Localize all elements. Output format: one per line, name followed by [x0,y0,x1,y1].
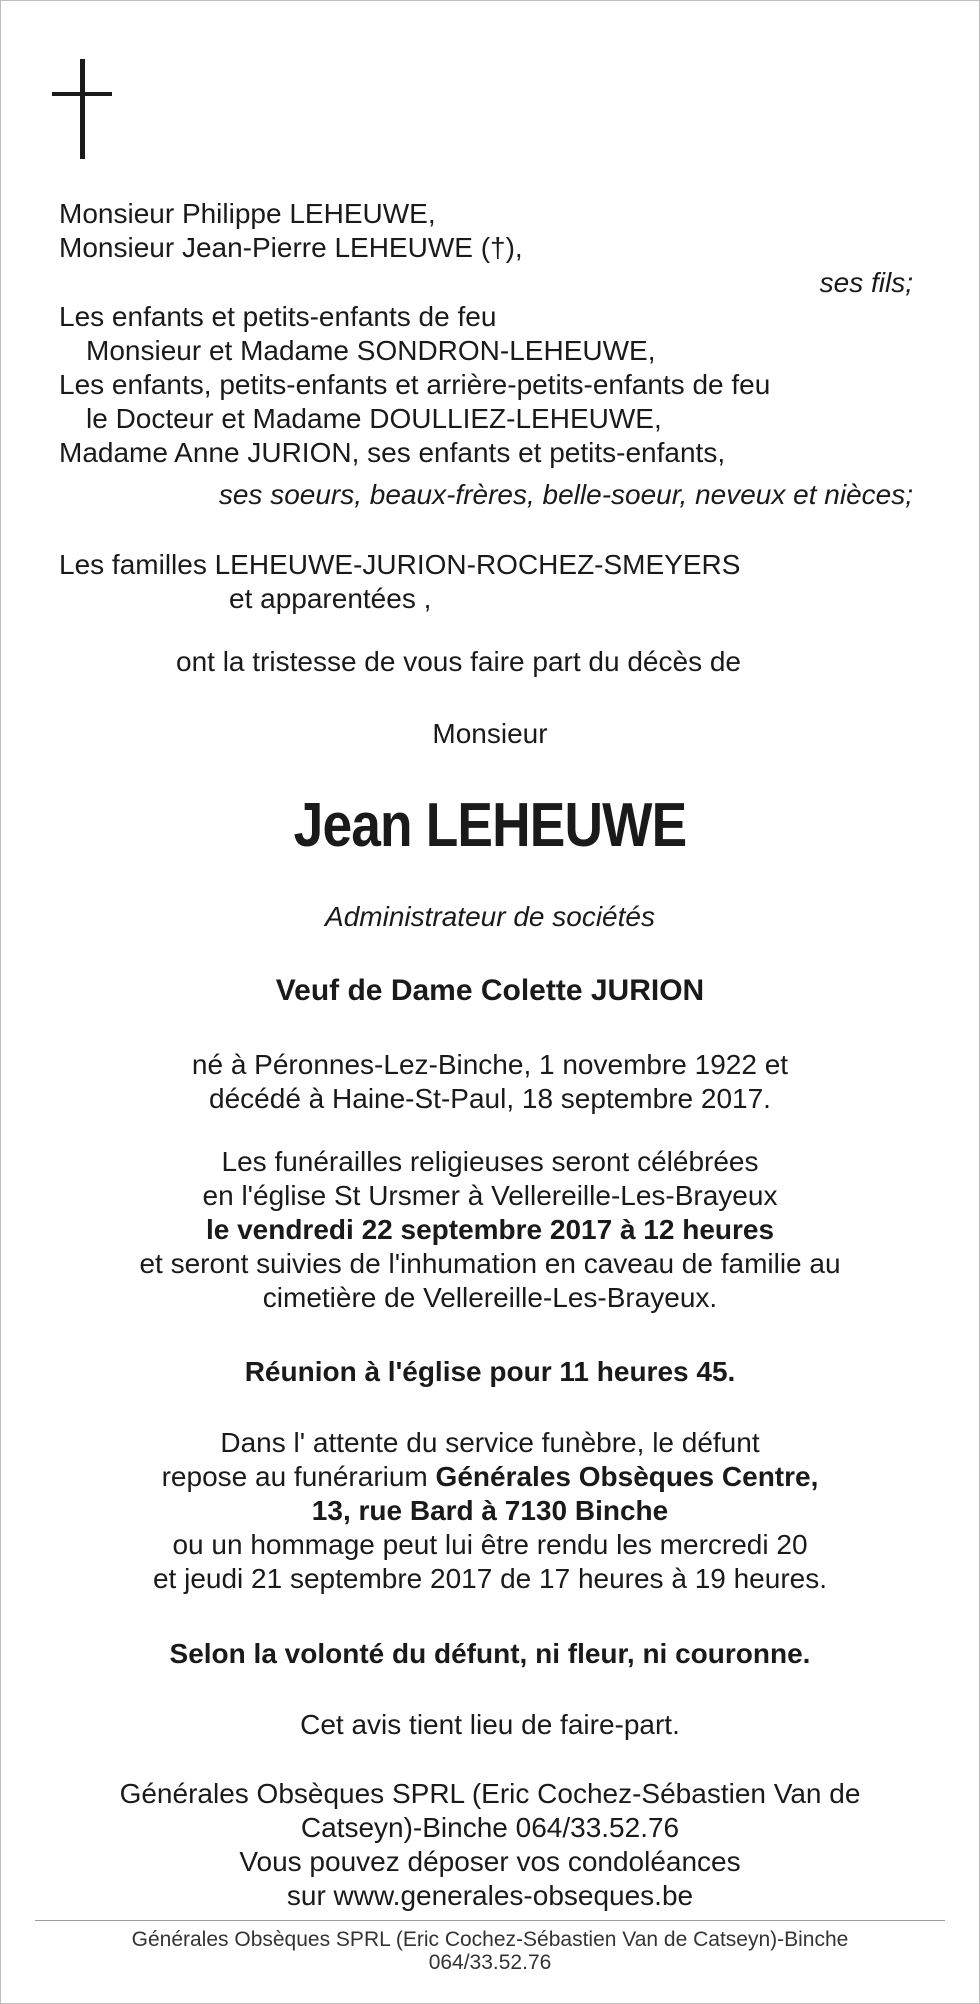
company-line-2: Catseyn)-Binche 064/33.52.76 [300,1812,680,1843]
family-wish: Selon la volonté du défunt, ni fleur, ni couronne. [169,1638,811,1669]
relatives-line: et apparentées , [229,583,432,614]
viewing-line-4: et jeudi 21 septembre 2017 de 17 heures à 19 heures. [152,1563,828,1594]
funeral-line-4: cimetière de Vellereille-Les-Brayeux. [262,1282,718,1313]
funeral-home-address: 13, rue Bard à 7130 Binche [311,1495,669,1526]
funeral-line-2: en l'église St Ursmer à Vellereille-Les-Brayeux [202,1180,778,1211]
footer [1,1928,979,1974]
deceased-profession: Administrateur de sociétés [325,901,655,932]
footer-divider [35,1920,945,1921]
cross-icon [52,59,112,159]
heir-line-5: Les enfants, petits-enfants et arrière-petits-enfants de feu [59,369,771,400]
death-line: décédé à Haine-St-Paul, 18 septembre 2017. [209,1083,771,1114]
condolences-line-1: Vous pouvez déposer vos condoléances [239,1846,741,1877]
funeral-line-3: et seront suivies de l'inhumation en caveau de familie au [139,1248,841,1279]
footer-line-2: 064/33.52.76 [428,1951,552,1974]
funeral-date: le vendredi 22 septembre 2017 à 12 heures [205,1214,775,1245]
widower-line: Veuf de Dame Colette JURION [275,974,705,1007]
viewing-line-2 [1,1460,979,1494]
heir-line-7: Madame Anne JURION, ses enfants et petits-enfants, [59,437,726,468]
company-line-1: Générales Obsèques SPRL (Eric Cochez-Sébastien Van de [119,1778,861,1809]
heir-line-4: Monsieur et Madame SONDRON-LEHEUWE, [86,335,656,366]
heir-line-1: Monsieur Philippe LEHEUWE, [59,198,436,229]
viewing-line-3: ou un hommage peut lui être rendu les mercredi 20 [172,1529,808,1560]
heir-line-3: Les enfants et petits-enfants de feu [59,301,497,332]
families-line: Les familles LEHEUWE-JURION-ROCHEZ-SMEYERS [59,549,741,580]
church-meeting: Réunion à l'église pour 11 heures 45. [244,1356,736,1387]
funeral-home-name: Générales Obsèques Centre, [435,1461,819,1492]
birth-line: né à Péronnes-Lez-Binche, 1 novembre 1922 et [191,1049,789,1080]
condolences-line-2: sur www.generales-obseques.be [286,1880,694,1911]
heir-line-2: Monsieur Jean-Pierre LEHEUWE (†), [59,232,523,263]
deceased-title: Monsieur [432,718,548,749]
notice-line: Cet avis tient lieu de faire-part. [300,1709,680,1740]
deceased-name: Jean LEHEUWE [293,791,687,860]
sons-label: ses fils; [819,267,913,298]
announcement: ont la tristesse de vous faire part du décès de [176,646,741,677]
funeral-line-1: Les funérailles religieuses seront célébrées [221,1146,759,1177]
viewing-prefix: repose au funérarium [161,1461,436,1492]
viewing-line-1: Dans l' attente du service funèbre, le défunt [220,1427,760,1458]
siblings-label: ses soeurs, beaux-frères, belle-soeur, neveux et nièces; [218,479,913,510]
footer-line-1: Générales Obsèques SPRL (Eric Cochez-Sébastien Van de Catseyn)-Binche [131,1928,849,1951]
heir-line-6: le Docteur et Madame DOULLIEZ-LEHEUWE, [86,403,662,434]
